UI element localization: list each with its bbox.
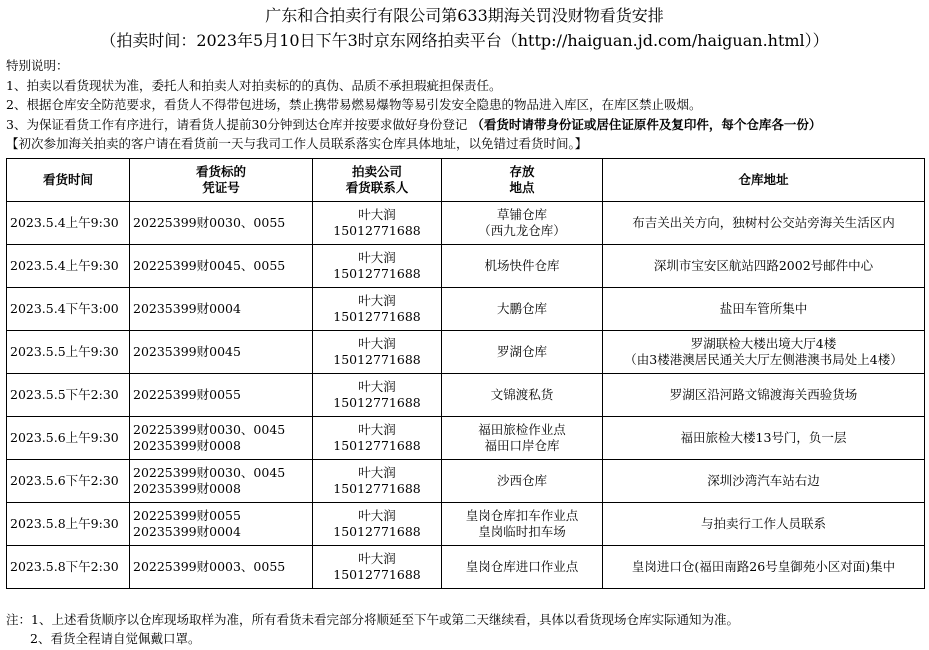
cell-contact: 叶大润 15012771688 bbox=[313, 417, 442, 460]
cell-location: 福田旅检作业点 福田口岸仓库 bbox=[442, 417, 603, 460]
cell-address: 与拍卖行工作人员联系 bbox=[603, 503, 925, 546]
cell-time: 2023.5.8下午2:30 bbox=[7, 546, 130, 589]
cell-location: 文锦渡私货 bbox=[442, 374, 603, 417]
cell-location: 草铺仓库 （西九龙仓库） bbox=[442, 202, 603, 245]
footnotes bbox=[6, 610, 739, 648]
cell-location: 皇岗仓库扣车作业点 皇岗临时扣车场 bbox=[442, 503, 603, 546]
table-row bbox=[7, 202, 925, 245]
cell-location: 罗湖仓库 bbox=[442, 331, 603, 374]
cell-voucher: 20225399财0055 20235399财0004 bbox=[130, 503, 313, 546]
header-contact: 拍卖公司 看货联系人 bbox=[313, 159, 442, 202]
cell-location: 沙西仓库 bbox=[442, 460, 603, 503]
cell-time: 2023.5.4上午9:30 bbox=[7, 202, 130, 245]
note-item: 1、拍卖以看货现状为准，委托人和拍卖人对拍卖标的的真伪、品质不承担瑕疵担保责任。 bbox=[6, 77, 502, 93]
special-notes bbox=[6, 56, 926, 154]
table-row bbox=[7, 374, 925, 417]
cell-contact: 叶大润 15012771688 bbox=[313, 245, 442, 288]
table-row bbox=[7, 460, 925, 503]
table-row bbox=[7, 245, 925, 288]
cell-address: 皇岗进口仓(福田南路26号皇御苑小区对面)集中 bbox=[603, 546, 925, 589]
note-item bbox=[6, 115, 926, 135]
cell-contact: 叶大润 15012771688 bbox=[313, 374, 442, 417]
cell-voucher: 20225399财0030、0045 20235399财0008 bbox=[130, 460, 313, 503]
cell-contact: 叶大润 15012771688 bbox=[313, 202, 442, 245]
note-bold-text: （看货时请带身份证或居住证原件及复印件，每个仓库各一份） bbox=[471, 116, 822, 132]
cell-time: 2023.5.6下午2:30 bbox=[7, 460, 130, 503]
page-subtitle: （拍卖时间：2023年5月10日下午3时京东网络拍卖平台（http://haiguan.jd.com/haiguan.html）） bbox=[100, 31, 829, 50]
footnote-item: 2、看货全程请自觉佩戴口罩。 bbox=[30, 631, 201, 646]
header-time: 看货时间 bbox=[7, 159, 130, 202]
cell-time: 2023.5.5上午9:30 bbox=[7, 331, 130, 374]
cell-location: 大鹏仓库 bbox=[442, 288, 603, 331]
cell-address: 布吉关出关方向，独树村公交站旁海关生活区内 bbox=[603, 202, 925, 245]
cell-contact: 叶大润 15012771688 bbox=[313, 331, 442, 374]
header-location: 存放 地点 bbox=[442, 159, 603, 202]
viewing-schedule-table bbox=[6, 158, 925, 589]
cell-voucher: 20225399财0030、0045 20235399财0008 bbox=[130, 417, 313, 460]
cell-address: 深圳市宝安区航站四路2002号邮件中心 bbox=[603, 245, 925, 288]
cell-voucher: 20225399财0055 bbox=[130, 374, 313, 417]
page-title: 广东和合拍卖行有限公司第633期海关罚没财物看货安排 bbox=[265, 6, 664, 25]
table-row bbox=[7, 331, 925, 374]
cell-address: 深圳沙湾汽车站右边 bbox=[603, 460, 925, 503]
cell-time: 2023.5.4下午3:00 bbox=[7, 288, 130, 331]
cell-voucher: 20235399财0004 bbox=[130, 288, 313, 331]
cell-contact: 叶大润 15012771688 bbox=[313, 288, 442, 331]
cell-address: 罗湖区沿河路文锦渡海关西验货场 bbox=[603, 374, 925, 417]
table-header-row bbox=[7, 159, 925, 202]
table-row bbox=[7, 417, 925, 460]
cell-voucher: 20225399财0045、0055 bbox=[130, 245, 313, 288]
cell-time: 2023.5.6上午9:30 bbox=[7, 417, 130, 460]
cell-time: 2023.5.4上午9:30 bbox=[7, 245, 130, 288]
cell-contact: 叶大润 15012771688 bbox=[313, 503, 442, 546]
notes-heading: 特别说明： bbox=[6, 58, 69, 73]
table-row bbox=[7, 546, 925, 589]
footnote-item: 注：1、上述看货顺序以仓库现场取样为准，所有看货未看完部分将顺延至下午或第二天继续看，具体以看货现场仓库实际通知为准。 bbox=[6, 612, 739, 627]
cell-time: 2023.5.5下午2:30 bbox=[7, 374, 130, 417]
cell-address: 盐田车管所集中 bbox=[603, 288, 925, 331]
cell-location: 皇岗仓库进口作业点 bbox=[442, 546, 603, 589]
table-row bbox=[7, 503, 925, 546]
cell-address: 罗湖联检大楼出境大厅4楼 （由3楼港澳居民通关大厅左侧港澳书局处上4楼） bbox=[603, 331, 925, 374]
note-text: 3、为保证看货工作有序进行，请看货人提前30分钟到达仓库并按要求做好身份登记 bbox=[6, 116, 472, 132]
cell-location: 机场快件仓库 bbox=[442, 245, 603, 288]
cell-time: 2023.5.8上午9:30 bbox=[7, 503, 130, 546]
cell-address: 福田旅检大楼13号门，负一层 bbox=[603, 417, 925, 460]
cell-voucher: 20235399财0045 bbox=[130, 331, 313, 374]
table-row bbox=[7, 288, 925, 331]
header-address: 仓库地址 bbox=[603, 159, 925, 202]
cell-voucher: 20225399财0030、0055 bbox=[130, 202, 313, 245]
cell-contact: 叶大润 15012771688 bbox=[313, 546, 442, 589]
cell-contact: 叶大润 15012771688 bbox=[313, 460, 442, 503]
notice-line: 【初次参加海关拍卖的客户请在看货前一天与我司工作人员联系落实仓库具体地址，以免错过看货时间。】 bbox=[6, 136, 588, 152]
header-voucher: 看货标的 凭证号 bbox=[130, 159, 313, 202]
note-item: 2、根据仓库安全防范要求，看货人不得带包进场，禁止携带易燃易爆物等易引发安全隐患的物品进入库区，在库区禁止吸烟。 bbox=[6, 97, 702, 113]
cell-voucher: 20225399财0003、0055 bbox=[130, 546, 313, 589]
